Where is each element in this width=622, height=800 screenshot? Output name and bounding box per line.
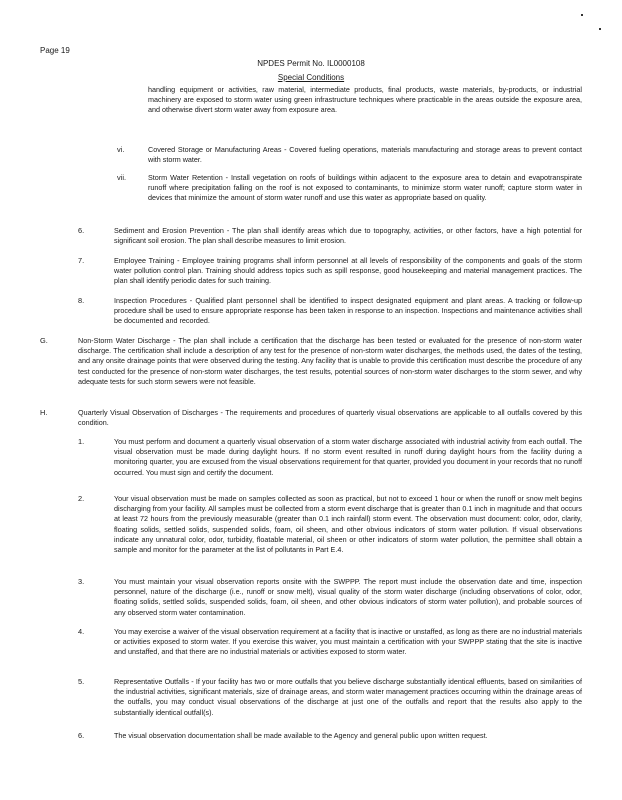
section-h-text: Quarterly Visual Observation of Discharges - The requirements and procedures of quarterly visual observations are applicable to all outfalls covered by this condition. — [78, 408, 582, 428]
item-h6-text: The visual observation documentation shall be made available to the Agency and general public upon written request. — [114, 731, 488, 740]
item-vi-number: vi. — [117, 145, 125, 154]
item-7-number: 7. — [78, 256, 85, 265]
item-vii-text: Storm Water Retention - Install vegetation on roofs of buildings within adjacent to the exposure area to detain and evapotranspirate runoff where precipitation falling on the roof is not exposed to contaminants, to minimize storm water runoff; capture storm water in devices that minimize the amount of storm water runoff and use this water as appropriate based on quality. — [148, 173, 582, 203]
item-h5-number: 5. — [78, 677, 85, 686]
item-h1-number: 1. — [78, 437, 85, 446]
scan-speck — [581, 14, 583, 16]
item-7-text: Employee Training - Employee training programs shall inform personnel at all levels of responsibility of the components and goals of the storm water pollution control plan. Training should address topics such as spill response, good housekeeping and material management practices. The plan shall identify periodic dates for such training. — [114, 256, 582, 286]
item-h5-text: Representative Outfalls - If your facility has two or more outfalls that you believe discharge substantially identical effluents, based on similarities of the industrial activities, significant materials, size of drainage areas, and storm water management practices occurring within the drainage areas of the outfalls, you may conduct visual observations of the discharge at just one of the outfalls and report that the results also apply to the substantially identical outfall(s). — [114, 677, 582, 717]
item-h1-text: You must perform and document a quarterly visual observation of a storm water discharge associated with industrial activity from each outfall. The visual observation must be made during daylight hours. If no storm event resulted in runoff during daylight hours from the facility during a monitoring quarter, you are excused from the visual observations requirement for that quarter, provided you document in your records that no runoff occurred. You must sign and certify the document. — [114, 437, 582, 477]
item-h4-number: 4. — [78, 627, 85, 636]
item-h2-number: 2. — [78, 494, 85, 503]
item-h4-text: You may exercise a waiver of the visual observation requirement at a facility that is inactive or unstaffed, as long as there are no industrial materials or activities exposed to storm water. If you exercise this waiver, you must maintain a certification with your SWPPP stating that the site is inactive and unstaffed, and that there are no industrial materials or activities exposed to storm water. — [114, 627, 582, 657]
item-h3-text: You must maintain your visual observation reports onsite with the SWPPP. The report must include the observation date and time, inspection personnel, nature of the discharge (i.e., runoff or snow melt), visual quality of the storm water discharge (including observations of color, odor, floating solids, settled solids, suspended solids, foam, oil sheen, and other obvious indicators of storm water pollution), and probable sources of any observed storm water contamination. — [114, 577, 582, 617]
item-vii-number: vii. — [117, 173, 127, 182]
item-8-text: Inspection Procedures - Qualified plant personnel shall be identified to inspect designated equipment and plant areas. A tracking or follow-up procedure shall be used to ensure appropriate response has been taken in response to an inspection. Inspections and maintenance activities shall be documented and recorded. — [114, 296, 582, 326]
continued-paragraph: handling equipment or activities, raw material, intermediate products, final products, waste materials, by-products, or industrial machinery are exposed to storm water using green infrastructure techniques where practicable in the areas outside the exposure area, and otherwise divert storm water away from exposure area. — [148, 85, 582, 115]
item-h3-number: 3. — [78, 577, 85, 586]
section-g-letter: G. — [40, 336, 48, 345]
item-h6-number: 6. — [78, 731, 85, 740]
section-h-letter: H. — [40, 408, 48, 417]
item-6-number: 6. — [78, 226, 85, 235]
item-h2-text: Your visual observation must be made on samples collected as soon as practical, but not to exceed 1 hour or when the runoff or snow melt begins discharging from your facility. All samples must be collected from a storm event discharge that is greater than 0.1 inch in magnitude and that occurs at least 72 hours from the previously measurable (greater than 0.1 inch rainfall) storm event. The observation must document: color, odor, clarity, floating solids, settled solids, suspended solids, foam, oil sheen, and other obvious indicators of storm water pollution. If visual observations indicate any unnatural color, odor, turbidity, floatable material, oil sheen or other indicators of storm water pollution, the permittee shall obtain a sample and monitor for the parameter at the list of pollutants in Part E.4. — [114, 494, 582, 555]
item-6-text: Sediment and Erosion Prevention - The plan shall identify areas which due to topography, activities, or other factors, have a high potential for significant soil erosion. The plan shall describe measures to limit erosion. — [114, 226, 582, 246]
permit-number: NPDES Permit No. IL0000108 — [257, 59, 365, 68]
page-number: Page 19 — [40, 46, 70, 55]
scan-speck — [599, 28, 601, 30]
item-8-number: 8. — [78, 296, 85, 305]
section-title: Special Conditions — [277, 73, 345, 82]
item-vi-text: Covered Storage or Manufacturing Areas - Covered fueling operations, materials manufacturing and storage areas to prevent contact with storm water. — [148, 145, 582, 165]
section-g-text: Non-Storm Water Discharge - The plan shall include a certification that the discharge has been tested or evaluated for the presence of non-storm water discharge. The certification shall include a description of any test for the presence of non-storm water discharges, the methods used, the dates of the testing, and any onsite drainage points that were observed during the testing. Any facility that is unable to provide this certification must describe the procedure of any test conducted for the presence of non-storm water discharges, the test results, potential sources of non-storm water discharges to the storm sewer, and why adequate tests for such storm sewers were not feasible. — [78, 336, 582, 386]
